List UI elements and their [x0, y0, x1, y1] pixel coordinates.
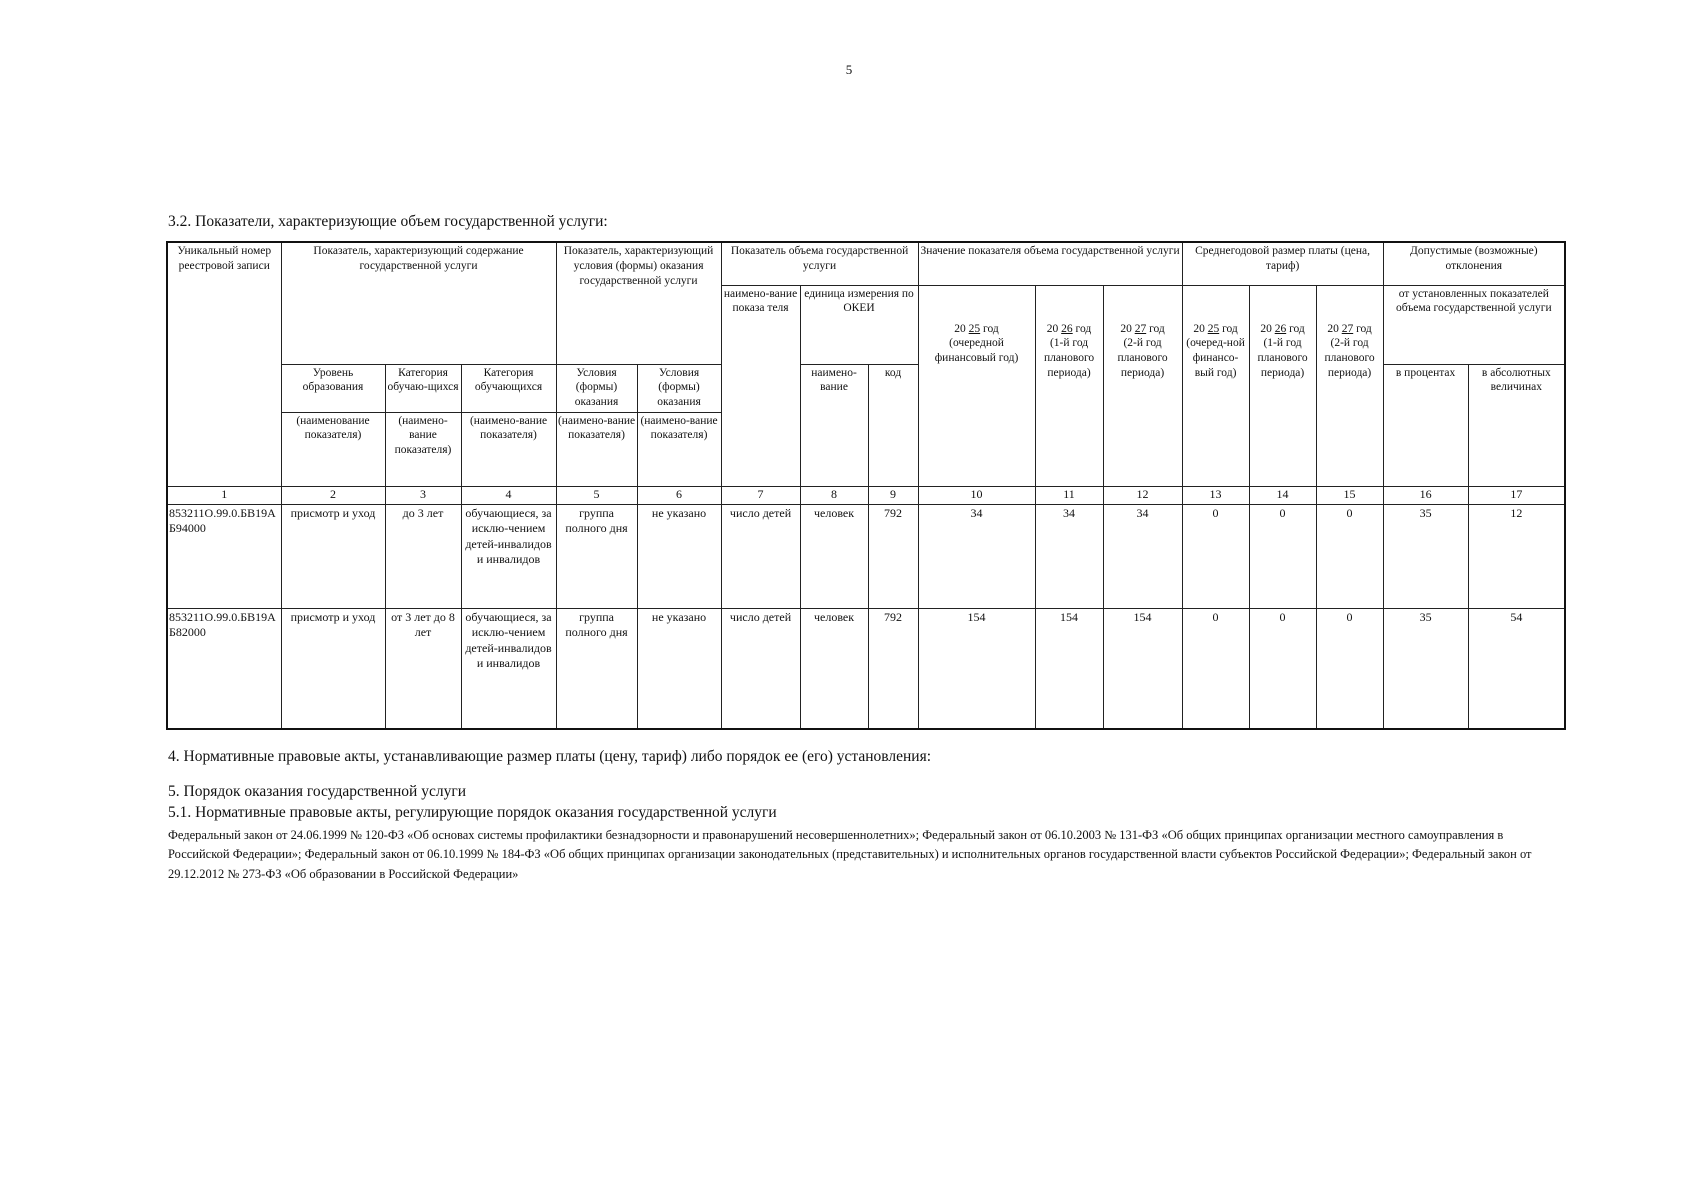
cell-value-1: 34: [918, 504, 1035, 608]
page-number: 5: [845, 62, 853, 77]
header-c5-sub: (наимено-вание показателя): [556, 412, 637, 486]
cell-value-3: 34: [1103, 504, 1182, 608]
cell-indicator: число детей: [721, 504, 800, 608]
header-unit-code: код: [868, 364, 918, 486]
column-number: 2: [281, 486, 385, 504]
column-number: 4: [461, 486, 556, 504]
header-volume-name: наимено-вание показа теля: [721, 285, 800, 486]
section-5-heading: 5. Порядок оказания государственной услуги: [168, 783, 466, 800]
column-number: 1: [167, 486, 281, 504]
cell-fee-3: 0: [1316, 504, 1383, 608]
cell-value-3: 154: [1103, 608, 1182, 729]
column-number: 13: [1182, 486, 1249, 504]
value-year-1-label: 20 25 год: [954, 322, 999, 335]
header-c3: Категория обучаю-щихся: [385, 364, 461, 412]
cell-fee-2: 0: [1249, 504, 1316, 608]
header-content-spacer: [281, 285, 556, 364]
header-fee-year-1: [1182, 285, 1249, 486]
cell-fee-1: 0: [1182, 608, 1249, 729]
header-conditions-group: Показатель, характеризующий условия (формы) оказания государственной услуги: [556, 242, 721, 364]
header-value-group: Значение показателя объема государственной услуги: [918, 242, 1182, 285]
cell-age: от 3 лет до 8 лет: [385, 608, 461, 729]
cell-indicator: число детей: [721, 608, 800, 729]
cell-unit: человек: [800, 608, 868, 729]
header-value-year-2: [1035, 285, 1103, 486]
header-volume-group: Показатель объема государственной услуги: [721, 242, 918, 285]
cell-fee-3: 0: [1316, 608, 1383, 729]
section-5-1-heading: 5.1. Нормативные правовые акты, регулирующие порядок оказания государственной услуги: [168, 804, 777, 821]
header-dev-abs: в абсолютных величинах: [1468, 364, 1565, 486]
cell-value-2: 154: [1035, 608, 1103, 729]
header-fee-year-2: [1249, 285, 1316, 486]
cell-okei: 792: [868, 608, 918, 729]
value-year-3-note: (2-й год планового периода): [1117, 337, 1168, 380]
cell-value-1: 154: [918, 608, 1035, 729]
cell-category: обучающиеся, за исклю-чением детей-инвалидов и инвалидов: [461, 608, 556, 729]
cell-dev-pct: 35: [1383, 608, 1468, 729]
column-number: 12: [1103, 486, 1182, 504]
fee-year-2-label: 20 26 год: [1260, 322, 1305, 335]
column-number: 3: [385, 486, 461, 504]
fee-year-1-label: 20 25 год: [1193, 322, 1238, 335]
column-number: 14: [1249, 486, 1316, 504]
header-value-year-3: [1103, 285, 1182, 486]
header-c3-sub: (наимено-вание показателя): [385, 412, 461, 486]
header-value-year-1: [918, 285, 1035, 486]
column-number: 15: [1316, 486, 1383, 504]
column-number: 7: [721, 486, 800, 504]
section-4-heading: 4. Нормативные правовые акты, устанавливающие размер платы (цену, тариф) либо порядок ее (его) установления:: [168, 748, 932, 765]
column-number: 11: [1035, 486, 1103, 504]
column-number: 5: [556, 486, 637, 504]
header-unit-name: наимено-вание: [800, 364, 868, 486]
column-number: 16: [1383, 486, 1468, 504]
deviation-title: Допустимые (возможные) отклонения: [1410, 245, 1538, 272]
header-c6: Условия (формы) оказания: [637, 364, 721, 412]
header-c2-sub: (наименование показателя): [281, 412, 385, 486]
fee-year-1-note: (очеред-ной финансо-вый год): [1186, 337, 1245, 380]
header-deviation-group: [1383, 242, 1565, 285]
cell-code: 853211О.99.0.БВ19АБ94000: [167, 504, 281, 608]
header-content-group: Показатель, характеризующий содержание государственной услуги: [281, 242, 556, 285]
table-row: [167, 608, 1565, 729]
header-c4-sub: (наимено-вание показателя): [461, 412, 556, 486]
column-number: 6: [637, 486, 721, 504]
cell-category: обучающиеся, за исклю-чением детей-инвалидов и инвалидов: [461, 504, 556, 608]
table-row: [167, 504, 1565, 608]
section-title: 3.2. Показатели, характеризующие объем государственной услуги:: [168, 213, 608, 230]
value-year-3-label: 20 27 год: [1120, 322, 1165, 335]
volume-indicators-table: [166, 241, 1566, 730]
cell-code: 853211О.99.0.БВ19АБ82000: [167, 608, 281, 729]
column-number: 17: [1468, 486, 1565, 504]
column-number: 9: [868, 486, 918, 504]
value-year-2-label: 20 26 год: [1046, 322, 1092, 335]
value-year-1-note: (очередной финансовый год): [934, 337, 1019, 365]
header-c6-sub: (наимено-вание показателя): [637, 412, 721, 486]
fee-year-3-label: 20 27 год: [1327, 322, 1372, 335]
cell-unit: человек: [800, 504, 868, 608]
header-volume-unit: единица измерения по ОКЕИ: [800, 285, 918, 364]
cell-form: группа полного дня: [556, 608, 637, 729]
cell-level: присмотр и уход: [281, 608, 385, 729]
header-unique-number: Уникальный номер реестровой записи: [167, 242, 281, 486]
cell-value-2: 34: [1035, 504, 1103, 608]
fee-year-3-note: (2-й год планового периода): [1324, 337, 1375, 380]
header-fee-group: Среднегодовой размер платы (цена, тариф): [1182, 242, 1383, 285]
cell-form: группа полного дня: [556, 504, 637, 608]
cell-fee-1: 0: [1182, 504, 1249, 608]
laws-list: Федеральный закон от 24.06.1999 № 120-ФЗ «Об основах системы профилактики безнадзорности и правонарушений несовершеннолетних»; Федеральный закон от 06.10.2003 № 131-ФЗ «Об общих принципах организации местного самоуправления в Российской Федерации»; Федеральный закон от 06.10.1999 № 184-ФЗ «Об общих принципах организации законодательных (представительных) и исполнительных органов государственной власти субъектов Российской Федерации»; Федеральный закон от 29.12.2012 № 273-ФЗ «Об образовании в Российской Федерации»: [168, 828, 1532, 881]
header-fee-year-3: [1316, 285, 1383, 486]
cell-age: до 3 лет: [385, 504, 461, 608]
cell-dev-abs: 12: [1468, 504, 1565, 608]
cell-dev-abs: 54: [1468, 608, 1565, 729]
header-c5: Условия (формы) оказания: [556, 364, 637, 412]
header-c2: Уровень образования: [281, 364, 385, 412]
header-deviation-subtitle: от установленных показателей объема государственной услуги: [1383, 285, 1565, 364]
cell-fee-2: 0: [1249, 608, 1316, 729]
cell-dev-pct: 35: [1383, 504, 1468, 608]
column-number: 10: [918, 486, 1035, 504]
fee-year-2-note: (1-й год планового периода): [1257, 337, 1308, 380]
header-dev-pct: в процентах: [1383, 364, 1468, 486]
column-number: 8: [800, 486, 868, 504]
cell-condition: не указано: [637, 608, 721, 729]
cell-condition: не указано: [637, 504, 721, 608]
cell-level: присмотр и уход: [281, 504, 385, 608]
value-year-2-note: (1-й год планового периода): [1043, 337, 1095, 380]
cell-okei: 792: [868, 504, 918, 608]
header-c4: Категория обучающихся: [461, 364, 556, 412]
